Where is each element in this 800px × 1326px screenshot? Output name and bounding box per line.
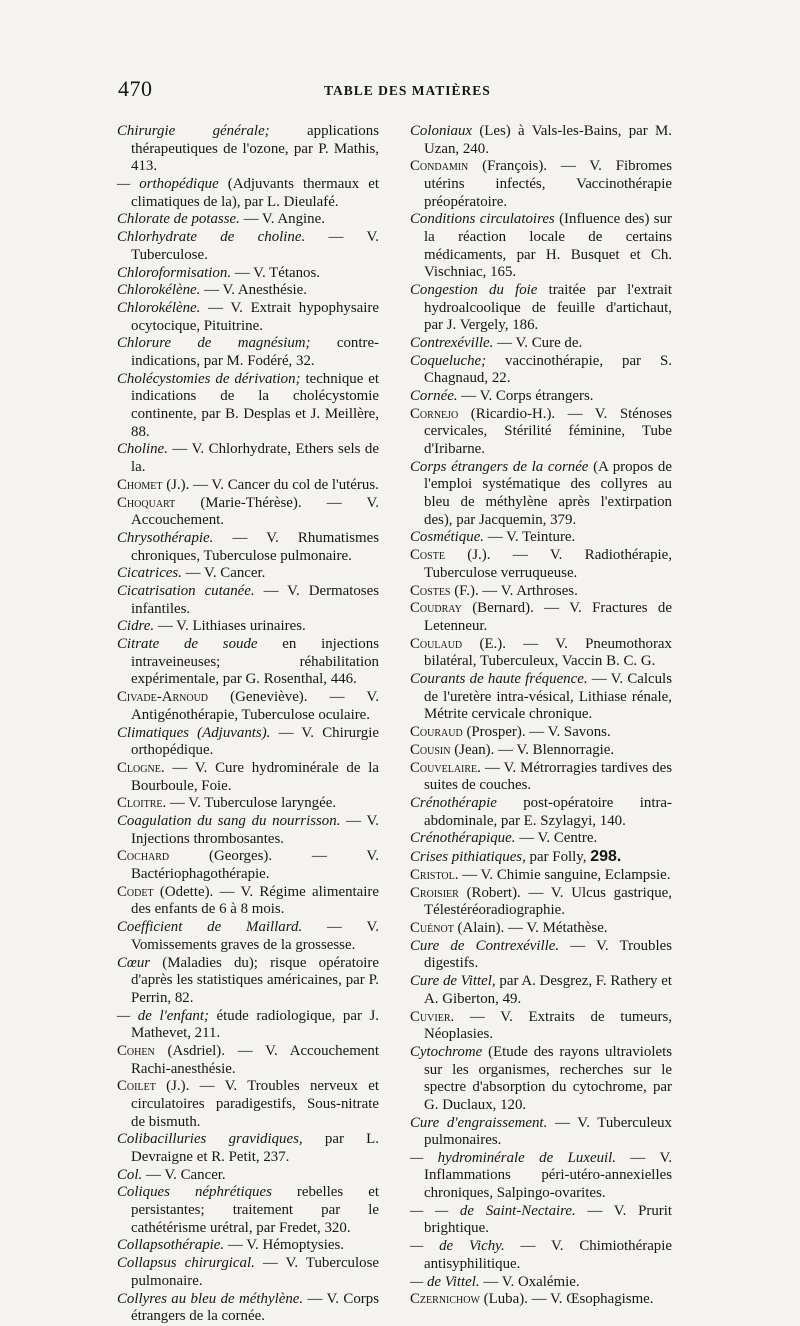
index-entry (117, 1291, 379, 1326)
index-entry (117, 229, 379, 264)
entry-term: — hydrominérale de Luxeuil. (410, 1149, 617, 1166)
entry-reference: — V. Injections thrombosantes. (131, 813, 380, 847)
index-entry (410, 1044, 672, 1114)
entry-reference: par L. Devraigne et R. Petit, 237. (131, 1131, 379, 1165)
index-entry (117, 565, 379, 583)
entry-reference: (Jean). — V. Blennorragie. (450, 741, 615, 758)
entry-term: Cosmétique. (410, 529, 485, 546)
entry-term: Congestion du foie (410, 281, 538, 298)
index-entry (410, 848, 672, 867)
index-entry (410, 529, 672, 547)
entry-reference: (E.). — V. Pneumothorax bilatéral, Tuberculeux, Vaccin B. C. G. (424, 635, 672, 670)
index-entry (410, 600, 672, 635)
index-entry (117, 955, 379, 1008)
entry-reference: (Etude des rayons ultraviolets sur les organismes, recherches sur le spectre d'absorption du cytochrome, par G. Duclaux, 120. (424, 1043, 672, 1113)
index-entry (117, 1008, 379, 1043)
entry-term: Czernichow (410, 1291, 480, 1308)
entry-reference: — V. Cure hydrominérale de la Bourboule, Foie. (131, 759, 379, 794)
entry-term: Courants de haute fréquence. (410, 671, 588, 688)
index-entry (117, 495, 379, 530)
entry-reference: — V. Tuberculeux pulmonaires. (424, 1114, 672, 1149)
entry-reference: — V. Hémoptysies. (224, 1237, 344, 1254)
index-entry (117, 1184, 379, 1237)
index-entry (410, 830, 672, 848)
left-column (117, 123, 379, 1326)
index-entry (410, 1115, 672, 1150)
entry-term: Coulaud (410, 635, 463, 652)
entry-term: Cornée. (410, 388, 458, 405)
entry-reference: — V. Prurit brightique. (424, 1202, 673, 1237)
entry-term: Chloroformisation. (117, 264, 232, 281)
entry-reference: — V. Teinture. (484, 529, 576, 546)
entry-reference: (Georges). — V. Bactériophagothérapie. (131, 848, 379, 883)
entry-term: Cidre. (117, 618, 155, 635)
entry-term: Cornejo (410, 405, 459, 422)
entry-reference: — V. Troubles digestifs. (424, 937, 672, 972)
index-entry (117, 919, 379, 954)
entry-term: Costes (410, 582, 451, 599)
index-entry (410, 1274, 672, 1292)
entry-term: Chlorure de magnésium; (117, 335, 311, 352)
entry-term: Chirurgie générale; (117, 123, 270, 139)
entry-reference: étude radiologique, par J. Mathevet, 211. (131, 1007, 379, 1042)
index-entry (117, 1167, 379, 1185)
index-entry (117, 211, 379, 229)
entry-term: Colibacilluries gravidiques, (117, 1131, 303, 1148)
entry-reference: — V. Tuberculose pulmonaire. (131, 1255, 379, 1289)
entry-reference: en injections intraveineuses; réhabilitation expérimentale, par G. Rosenthal, 446. (131, 636, 379, 688)
entry-reference: (J.). — V. Radiothérapie, Tuberculose verruqueuse. (424, 547, 672, 581)
index-entry (410, 547, 672, 582)
index-entry (117, 176, 379, 211)
index-entry (117, 1043, 379, 1078)
entry-term: Croisier (410, 884, 459, 901)
index-entry (117, 441, 379, 476)
entry-page-bold: 298. (590, 848, 622, 866)
entry-reference: — V. Extrait hypophysaire ocytocique, Pituitrine. (131, 300, 379, 334)
entry-term: Cloitre. (117, 795, 167, 812)
index-entry (117, 1078, 379, 1131)
entry-term: Coudray (410, 600, 462, 617)
entry-term: Cohen (117, 1042, 155, 1059)
index-entry (410, 795, 672, 830)
entry-reference: (Asdriel). — V. Accouchement Rachi-anesthésie. (131, 1042, 379, 1077)
entry-reference: — V. Métrorragies tardives des suites de couches. (424, 759, 672, 794)
entry-term: Couraud (410, 724, 463, 740)
entry-reference: post-opératoire intra-abdominale, par E. Szylagyi, 140. (424, 794, 672, 829)
entry-reference: (Prosper). — V. Savons. (462, 724, 611, 740)
index-entry (410, 973, 672, 1008)
entry-term: Cœur (117, 954, 151, 971)
index-entry (117, 300, 379, 335)
entry-term: — de l'enfant; (117, 1007, 209, 1024)
index-entry (410, 1238, 672, 1273)
index-entry (117, 813, 379, 848)
entry-term: Collapsus chirurgical. (117, 1255, 255, 1272)
entry-reference: — V. Vomissements graves de la grossesse. (131, 919, 380, 953)
entry-term: Coefficient de Maillard. (117, 919, 303, 936)
entry-term: Cicatrices. (117, 565, 182, 582)
entry-reference: (F.). — V. Arthroses. (450, 582, 578, 599)
entry-term: Cristol. (410, 866, 459, 883)
entry-reference: — V. Centre. (515, 830, 598, 847)
entry-reference: — V. Rhumatismes chroniques, Tuberculose pulmonaire. (131, 529, 379, 564)
entry-reference: (Luba). — V. Œsophagisme. (479, 1291, 654, 1308)
index-entry (410, 335, 672, 353)
entry-term: Collapsothérapie. (117, 1237, 225, 1254)
entry-reference: (A propos de l'emploi systématique des collyres au bleu de méthylène après l'extirpation des), par Jacquemin, 379. (424, 458, 672, 528)
entry-term: Crises pithiatiques, (410, 849, 526, 866)
page-number: 470 (118, 76, 153, 101)
entry-term: Coagulation du sang du nourrisson. (117, 813, 341, 830)
entry-term: Chlorokélène. (117, 282, 201, 299)
entry-term: Cure d'engraissement. (410, 1114, 548, 1131)
index-entry (117, 884, 379, 919)
index-entry (117, 371, 379, 441)
entry-reference: (Les) à Vals-les-Bains, par M. Uzan, 240. (424, 123, 672, 157)
entry-term: Cuvier. (410, 1008, 455, 1025)
entry-term: Corps étrangers de la cornée (410, 458, 589, 475)
index-entry (117, 1255, 379, 1290)
entry-term: Cholécystomies de dérivation; (117, 370, 301, 387)
entry-term: Codet (117, 883, 154, 900)
index-entry (410, 353, 672, 388)
entry-term: Crénothérapique. (410, 830, 516, 847)
entry-term: Crénothérapie (410, 794, 497, 811)
entry-reference: (François). — V. Fibromes utérins infectés, Vaccinothérapie préopératoire. (424, 158, 672, 210)
entry-reference: (Alain). — V. Métathèse. (453, 920, 608, 937)
index-entry (410, 211, 672, 281)
entry-reference: — V. Chirurgie orthopédique. (131, 724, 379, 759)
entry-reference: — V. Tétanos. (231, 264, 320, 281)
index-entry (410, 158, 672, 211)
index-entry (410, 583, 672, 601)
entry-reference: — V. Tuberculose. (131, 229, 379, 263)
entry-term: Cytochrome (410, 1043, 483, 1060)
entry-term: Cure de Vittel, (410, 973, 496, 990)
entry-term: Cuénot (410, 920, 454, 937)
index-entry (117, 123, 379, 176)
entry-reference: (J.). — V. Cancer du col de l'utérus. (162, 476, 379, 493)
entry-term: Couvelaire. (410, 759, 481, 776)
index-entry (410, 885, 672, 920)
entry-term: Conditions circulatoires (410, 211, 555, 228)
entry-term: Chomet (117, 476, 163, 493)
entry-term: Contrexéville. (410, 334, 494, 351)
entry-reference: traitée par l'extrait hydroalcoolique de feuille d'artichaut, par J. Vergely, 186. (424, 281, 672, 334)
entry-term: Cicatrisation cutanée. (117, 583, 255, 600)
entry-reference: — V. Inflammations péri-utéro-annexielles chroniques, Salpingo-ovarites. (424, 1149, 673, 1202)
index-entry (410, 123, 672, 158)
entry-reference: applications thérapeutiques de l'ozone, par P. Mathis, 413. (131, 123, 379, 175)
entry-term: Coste (410, 547, 445, 564)
index-entry (410, 1203, 672, 1238)
entry-reference: par Folly, (525, 849, 591, 866)
index-entry (410, 406, 672, 459)
index-entry (410, 724, 672, 742)
index-entry (117, 618, 379, 636)
entry-term: — de Vichy. (410, 1238, 505, 1255)
index-entry (117, 848, 379, 883)
index-entry (117, 760, 379, 795)
entry-reference: (Influence des) sur la réaction locale de certains médicaments, par H. Busquet et Ch. Vischniac, 165. (424, 211, 672, 281)
entry-term: Clogne. (117, 759, 165, 776)
entry-reference: technique et indications de la cholécystomie continente, par B. Desplas et J. Meillère, 88. (131, 370, 380, 440)
index-entry (117, 282, 379, 300)
index-entry (410, 760, 672, 795)
index-entry (117, 636, 379, 689)
entry-reference: — V. Anesthésie. (200, 282, 307, 299)
entry-term: Cousin (410, 741, 451, 758)
entry-reference: — V. Cancer. (181, 565, 266, 582)
entry-term: Chrysothérapie. (117, 529, 214, 546)
index-entry (410, 1009, 672, 1044)
entry-reference: — V. Corps étrangers. (457, 388, 594, 405)
index-entry (117, 1237, 379, 1255)
entry-reference: vaccinothérapie, par S. Chagnaud, 22. (424, 352, 672, 387)
entry-reference: — V. Angine. (239, 211, 325, 228)
entry-reference: (Adjuvants thermaux et climatiques de la), par L. Dieulafé. (131, 175, 379, 210)
entry-term: Coliques néphrétiques (117, 1184, 272, 1201)
entry-reference: — V. Chlorhydrate, Ethers sels de la. (131, 441, 379, 475)
entry-reference: — V. Chimiothérapie antisyphilitique. (424, 1238, 672, 1272)
right-column (410, 123, 672, 1309)
index-entry (410, 938, 672, 973)
entry-term: Choquart (117, 494, 176, 511)
index-entry (410, 388, 672, 406)
entry-reference: — V. Cure de. (493, 334, 583, 351)
index-entry (410, 459, 672, 529)
index-entry (410, 920, 672, 938)
entry-term: Condamin (410, 158, 469, 175)
entry-reference: (Maladies du); risque opératoire d'après les statistiques américaines, par P. Perrin, 82. (131, 954, 379, 1006)
entry-reference: (Geneviève). — V. Antigénothérapie, Tuberculose oculaire. (131, 689, 379, 723)
entry-term: Cochard (117, 848, 170, 865)
entry-term: Climatiques (Adjuvants). (117, 724, 271, 741)
entry-term: Civade-Arnoud (117, 689, 209, 706)
running-title: TABLE DES MATIÈRES (324, 83, 491, 98)
entry-reference: (Robert). — V. Ulcus gastrique, Télestéréoradiographie. (424, 884, 672, 919)
entry-reference: rebelles et persistantes; traitement par le cathétérisme urétral, par Fredet, 320. (131, 1184, 379, 1236)
entry-reference: — V. Chimie sanguine, Eclampsie. (458, 866, 671, 883)
entry-term: — — de Saint-Nectaire. (410, 1202, 576, 1219)
entry-reference: — V. Tuberculose laryngée. (166, 795, 337, 812)
entry-reference: contre-indications, par M. Fodéré, 32. (131, 335, 380, 370)
entry-term: Choline. (117, 441, 168, 458)
entry-term: Citrate de soude (117, 636, 258, 653)
index-entry (410, 1150, 672, 1203)
entry-term: — de Vittel. (410, 1273, 480, 1290)
index-entry (117, 583, 379, 618)
index-entry (410, 282, 672, 335)
entry-term: Collyres au bleu de méthylène. (117, 1290, 304, 1307)
index-entry (117, 530, 379, 565)
entry-term: Coqueluche; (410, 352, 487, 369)
entry-term: Coilet (117, 1078, 156, 1095)
index-entry (117, 725, 379, 760)
index-entry (117, 795, 379, 813)
index-entry (410, 742, 672, 760)
entry-term: Chlorhydrate de choline. (117, 229, 306, 246)
entry-reference: — V. Calculs de l'uretère intra-vésical, Lithiase rénale, Métrite cervicale chronique. (424, 671, 672, 723)
page-header (118, 76, 732, 106)
entry-reference: (Ricardio-H.). — V. Sténoses cervicales, Stérilité féminine, Tube d'Iribarne. (424, 405, 672, 457)
entry-term: Coloniaux (410, 123, 473, 139)
index-entry (410, 1291, 672, 1309)
index-entry (117, 335, 379, 370)
entry-term: — orthopédique (117, 175, 219, 192)
entry-term: Chlorokélène. (117, 300, 201, 317)
entry-term: Chlorate de potasse. (117, 211, 240, 228)
entry-reference: — V. Dermatoses infantiles. (131, 583, 380, 617)
entry-term: Col. (117, 1166, 143, 1183)
entry-reference: (Marie-Thérèse). — V. Accouchement. (131, 494, 379, 529)
index-entry (410, 867, 672, 885)
entry-reference: par A. Desgrez, F. Rathery et A. Giberton, 49. (424, 973, 672, 1007)
entry-reference: (J.). — V. Troubles nerveux et circulatoires paradigestifs, Sous-nitrate de bismuth. (131, 1078, 379, 1130)
index-entry (410, 636, 672, 671)
entry-reference: — V. Cancer. (142, 1166, 226, 1183)
entry-reference: — V. Extraits de tumeurs, Néoplasies. (424, 1008, 672, 1043)
entry-reference: (Bernard). — V. Fractures de Letenneur. (424, 600, 672, 634)
index-entry (117, 689, 379, 724)
entry-reference: — V. Oxalémie. (479, 1273, 580, 1290)
index-entry (117, 477, 379, 495)
entry-term: Cure de Contrexéville. (410, 937, 560, 954)
index-entry (117, 265, 379, 283)
entry-reference: — V. Lithiases urinaires. (154, 618, 306, 635)
index-entry (410, 671, 672, 724)
index-entry (117, 1131, 379, 1166)
entry-reference: (Odette). — V. Régime alimentaire des enfants de 6 à 8 mois. (131, 883, 379, 918)
entry-reference: — V. Corps étrangers de la cornée. (131, 1290, 379, 1325)
